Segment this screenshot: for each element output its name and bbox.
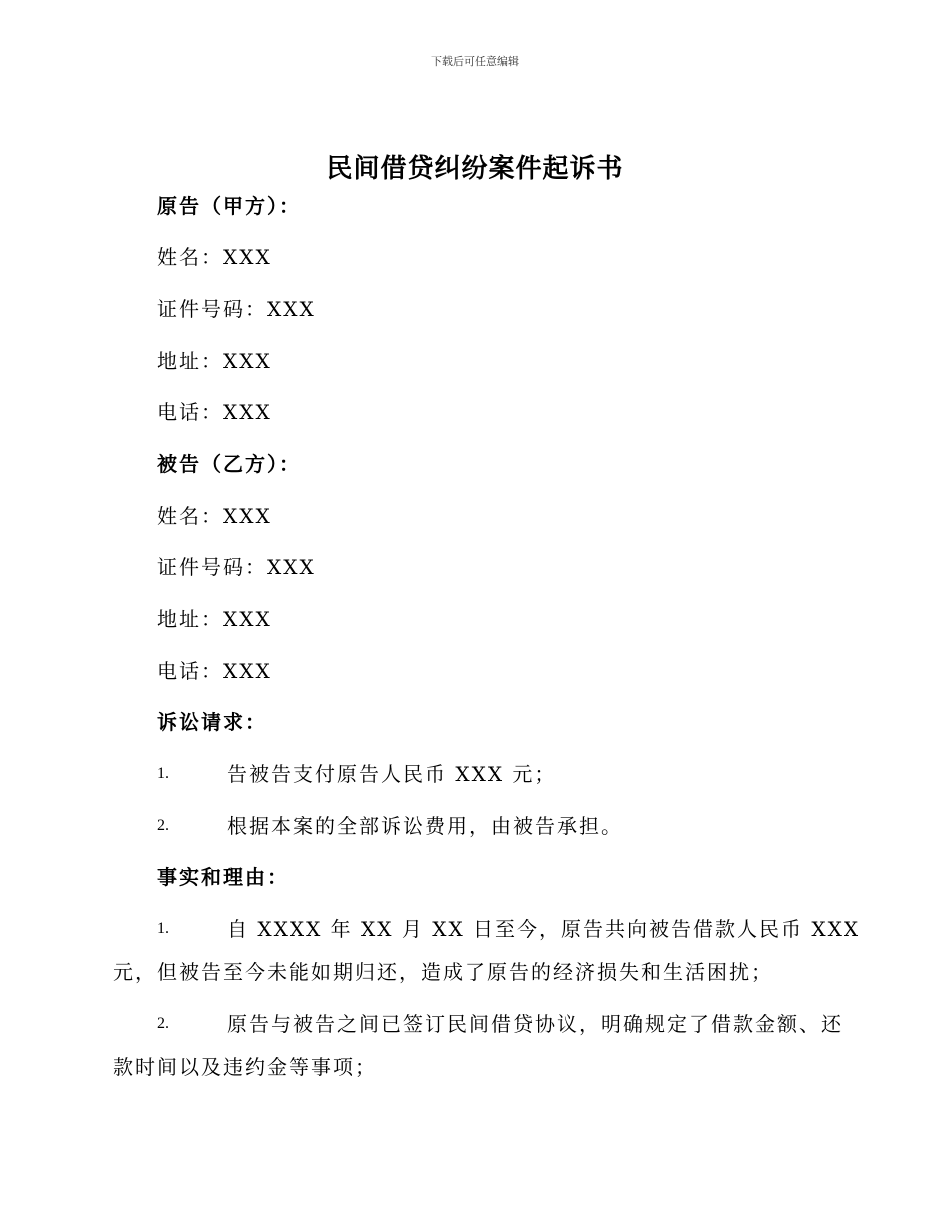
defendant-id: 证件号码：XXX: [157, 555, 316, 579]
fact-text-line2: 款时间以及违约金等事项；: [113, 1055, 377, 1079]
fact-text-line1: 原告与被告之间已签订民间借贷协议，明确规定了借款金额、还: [227, 1012, 843, 1036]
claim-text: 根据本案的全部诉讼费用，由被告承担。: [227, 814, 623, 838]
plaintiff-name: 姓名：XXX: [157, 245, 272, 269]
fact-number: 2.: [157, 1015, 169, 1032]
claim-number: 2.: [157, 817, 169, 834]
defendant-address: 地址：XXX: [157, 607, 272, 631]
plaintiff-id: 证件号码：XXX: [157, 297, 316, 321]
defendant-heading: 被告（乙方）：: [157, 452, 301, 476]
plaintiff-phone: 电话：XXX: [157, 400, 272, 424]
plaintiff-heading: 原告（甲方）：: [157, 194, 301, 218]
claims-heading: 诉讼请求：: [157, 710, 267, 734]
defendant-name: 姓名：XXX: [157, 504, 272, 528]
claim-number: 1.: [157, 765, 169, 782]
defendant-phone: 电话：XXX: [157, 659, 272, 683]
fact-text-line1: 自 XXXX 年 XX 月 XX 日至今，原告共向被告借款人民币 XXX: [227, 917, 861, 941]
document-title: 民间借贷纠纷案件起诉书: [326, 154, 624, 184]
claim-text: 告被告支付原告人民币 XXX 元；: [227, 762, 557, 786]
page-header: 下载后可任意编辑: [431, 55, 519, 68]
fact-text-line2: 元，但被告至今未能如期归还，造成了原告的经济损失和生活困扰；: [113, 960, 773, 984]
plaintiff-address: 地址：XXX: [157, 349, 272, 373]
facts-heading: 事实和理由：: [157, 865, 289, 889]
fact-number: 1.: [157, 920, 169, 937]
